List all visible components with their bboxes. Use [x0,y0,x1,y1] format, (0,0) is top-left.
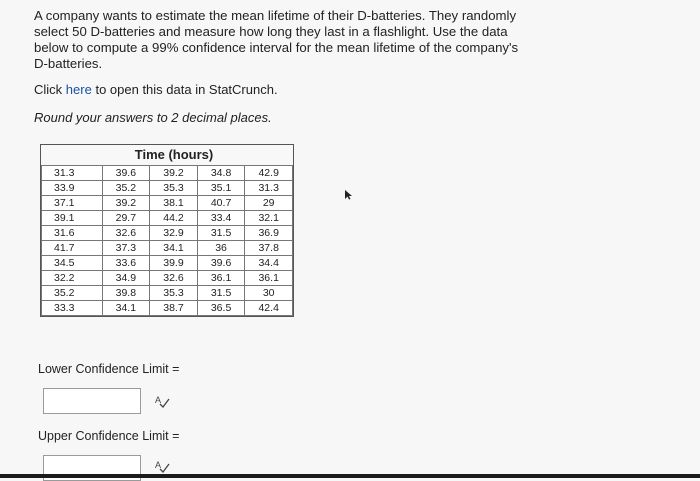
table-cell: 32.2 [42,271,103,286]
rounding-instruction: Round your answers to 2 decimal places. [34,110,272,125]
table-cell: 39.9 [150,256,198,271]
table-cell: 35.3 [150,181,198,196]
problem-line: select 50 D-batteries and measure how long they last in a flashlight. Use the data [34,24,508,39]
table-cell: 31.5 [197,286,245,301]
table-cell: 31.3 [42,166,103,181]
upper-limit-label: Upper Confidence Limit = [38,429,180,443]
table-cell: 36.1 [245,271,293,286]
table-cell: 34.1 [102,301,150,316]
table-cell: 37.1 [42,196,103,211]
table-cell: 31.6 [42,226,103,241]
table-cell: 35.2 [42,286,103,301]
table-cell: 34.8 [197,166,245,181]
table-cell: 38.7 [150,301,198,316]
table-cell: 36.5 [197,301,245,316]
table-cell: 34.5 [42,256,103,271]
table-cell: 39.1 [42,211,103,226]
problem-line: A company wants to estimate the mean lifetime of their D-batteries. They randomly [34,8,517,23]
table-cell: 33.6 [102,256,150,271]
table-cell: 30 [245,286,293,301]
problem-line: D-batteries. [34,56,103,71]
table-cell: 31.5 [197,226,245,241]
table-row [42,256,293,271]
lower-limit-label: Lower Confidence Limit = [38,362,180,376]
table-cell: 34.1 [150,241,198,256]
table-cell: 29 [245,196,293,211]
table-cell: 35.1 [197,181,245,196]
table-cell: 37.8 [245,241,293,256]
table-cell: 32.6 [150,271,198,286]
table-cell: 36.1 [197,271,245,286]
spell-check-icon[interactable] [154,459,170,473]
table-row [42,181,293,196]
table-row [42,226,293,241]
table-row [42,241,293,256]
table-cell: 38.1 [150,196,198,211]
table-cell: 41.7 [42,241,103,256]
statcrunch-line [34,82,278,97]
table-cell: 35.2 [102,181,150,196]
spell-check-icon[interactable] [154,394,170,408]
table-row [42,301,293,316]
statcrunch-link[interactable]: here [65,82,92,97]
table-cell: 37.3 [102,241,150,256]
table-cell: 32.6 [102,226,150,241]
bottom-edge [0,474,700,478]
problem-statement [34,8,534,72]
table-cell: 40.7 [197,196,245,211]
table-cell: 42.4 [245,301,293,316]
table-cell: 44.2 [150,211,198,226]
link-prefix: Click [34,82,63,97]
table-row [42,271,293,286]
lower-limit-input[interactable] [43,388,141,414]
table-row [42,211,293,226]
problem-line: below to compute a 99% confidence interval for the mean lifetime of the company's [34,40,519,55]
table-row [42,166,293,181]
table-cell: 35.3 [150,286,198,301]
table-cell: 36.9 [245,226,293,241]
table-cell: 39.8 [102,286,150,301]
svg-text:A: A [155,460,162,470]
table-cell: 31.3 [245,181,293,196]
table-cell: 33.4 [197,211,245,226]
table-cell: 32.9 [150,226,198,241]
table-title: Time (hours) [41,145,293,165]
table-cell: 33.9 [42,181,103,196]
data-table [40,144,294,317]
table-cell: 39.6 [197,256,245,271]
svg-text:A: A [155,395,162,405]
table-row [42,196,293,211]
table-cell: 32.1 [245,211,293,226]
mouse-pointer-icon [345,190,353,200]
table-cell: 34.9 [102,271,150,286]
table-cell: 39.6 [102,166,150,181]
table-cell: 33.3 [42,301,103,316]
table-cell: 29.7 [102,211,150,226]
table-cell: 39.2 [150,166,198,181]
table-row [42,286,293,301]
table-cell: 36 [197,241,245,256]
link-suffix: to open this data in StatCrunch. [95,82,278,97]
table-cell: 42.9 [245,166,293,181]
table-cell: 34.4 [245,256,293,271]
table-cell: 39.2 [102,196,150,211]
